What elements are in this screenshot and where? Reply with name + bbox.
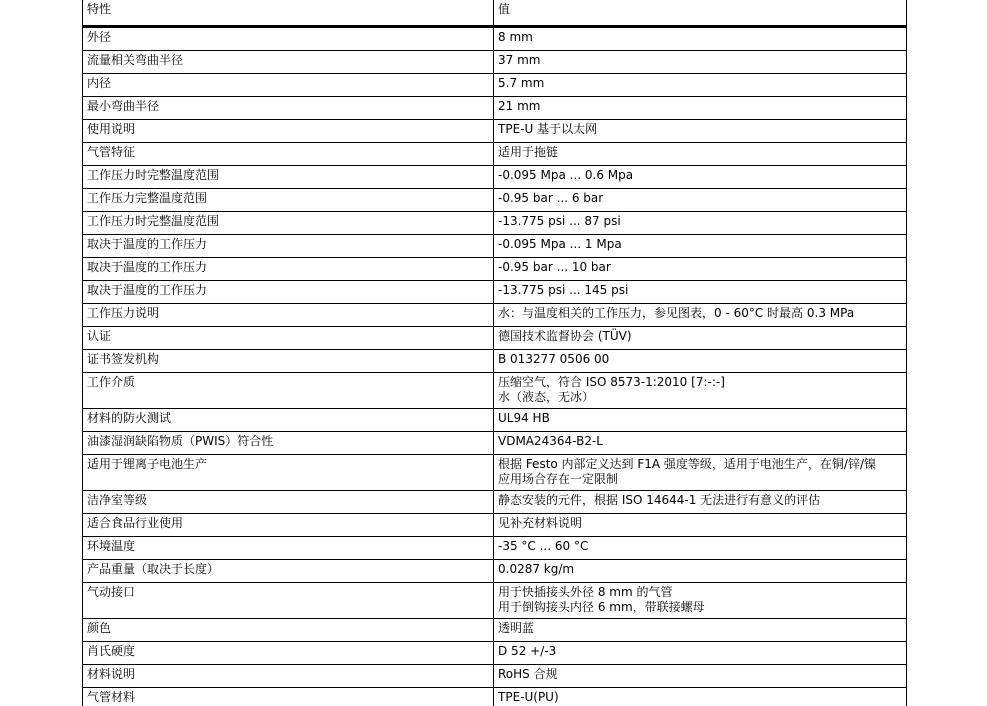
- table-row: [83, 258, 907, 281]
- table-row: [83, 212, 907, 235]
- table-row: [83, 97, 907, 120]
- value-cell: [494, 189, 907, 212]
- value-line: 21 mm: [498, 99, 541, 113]
- value-cell: [494, 143, 907, 166]
- table-row: [83, 120, 907, 143]
- property-cell: 材料的防火测试: [83, 409, 494, 432]
- property-cell: 取决于温度的工作压力: [83, 258, 494, 281]
- value-line: 德国技术监督协会 (TÜV): [498, 329, 632, 343]
- property-cell: 证书签发机构: [83, 350, 494, 373]
- value-cell: [494, 235, 907, 258]
- property-cell: 工作压力时完整温度范围: [83, 212, 494, 235]
- value-cell: [494, 619, 907, 642]
- table-row: [83, 455, 907, 491]
- table-row: [83, 560, 907, 583]
- value-cell: [494, 455, 907, 491]
- property-cell: 洁净室等级: [83, 491, 494, 514]
- table-header-row: [83, 0, 907, 27]
- table-row: [83, 350, 907, 373]
- property-cell: 流量相关弯曲半径: [83, 51, 494, 74]
- value-line: 适用于拖链: [498, 145, 559, 159]
- property-cell: 工作压力时完整温度范围: [83, 166, 494, 189]
- table-row: [83, 51, 907, 74]
- value-line: 水（液态，无冰）: [498, 390, 595, 404]
- table-row: [83, 642, 907, 665]
- table-row: [83, 514, 907, 537]
- value-line: 5.7 mm: [498, 76, 545, 90]
- property-cell: 使用说明: [83, 120, 494, 143]
- table-row: [83, 27, 907, 51]
- table-row: [83, 619, 907, 642]
- value-cell: [494, 642, 907, 665]
- value-line: 8 mm: [498, 30, 533, 44]
- property-cell: 肖氏硬度: [83, 642, 494, 665]
- property-cell: 气管材料: [83, 688, 494, 706]
- table-row: [83, 327, 907, 350]
- table-row: [83, 304, 907, 327]
- value-cell: [494, 514, 907, 537]
- value-line: VDMA24364-B2-L: [498, 434, 603, 448]
- value-cell: [494, 212, 907, 235]
- value-cell: [494, 258, 907, 281]
- value-line: 透明蓝: [498, 621, 535, 635]
- value-line: 见补充材料说明: [498, 516, 583, 530]
- table-row: [83, 166, 907, 189]
- value-cell: [494, 120, 907, 143]
- value-cell: [494, 491, 907, 514]
- table-row: [83, 537, 907, 560]
- spec-table: [82, 0, 907, 706]
- value-line: 0.0287 kg/m: [498, 562, 575, 576]
- value-cell: [494, 560, 907, 583]
- property-cell: 工作压力完整温度范围: [83, 189, 494, 212]
- property-cell: 最小弯曲半径: [83, 97, 494, 120]
- value-cell: [494, 583, 907, 619]
- header-value: 值: [494, 0, 907, 27]
- property-cell: 油漆湿润缺陷物质（PWIS）符合性: [83, 432, 494, 455]
- property-cell: 颜色: [83, 619, 494, 642]
- property-cell: 取决于温度的工作压力: [83, 235, 494, 258]
- property-cell: 气动接口: [83, 583, 494, 619]
- value-cell: [494, 327, 907, 350]
- value-line: -0.95 bar ... 10 bar: [498, 260, 611, 274]
- value-line: -0.095 Mpa ... 0.6 Mpa: [498, 168, 634, 182]
- table-row: [83, 665, 907, 688]
- value-cell: [494, 97, 907, 120]
- property-cell: 产品重量（取决于长度）: [83, 560, 494, 583]
- value-cell: [494, 665, 907, 688]
- value-cell: [494, 409, 907, 432]
- value-cell: [494, 432, 907, 455]
- value-line: 根据 Festo 内部定义达到 F1A 强度等级，适用于电池生产，在铜/锌/镍: [498, 457, 877, 471]
- value-line: -0.95 bar ... 6 bar: [498, 191, 604, 205]
- value-cell: [494, 688, 907, 706]
- property-cell: 工作压力说明: [83, 304, 494, 327]
- value-cell: [494, 51, 907, 74]
- spec-table-body: [83, 0, 907, 706]
- value-line: UL94 HB: [498, 411, 550, 425]
- table-row: [83, 688, 907, 706]
- value-cell: [494, 350, 907, 373]
- value-line: -0.095 Mpa ... 1 Mpa: [498, 237, 622, 251]
- value-line: B 013277 0506 00: [498, 352, 610, 366]
- value-line: 应用场合存在一定限制: [498, 472, 619, 486]
- property-cell: 材料说明: [83, 665, 494, 688]
- header-property: 特性: [83, 0, 494, 27]
- value-line: 37 mm: [498, 53, 541, 67]
- table-row: [83, 281, 907, 304]
- table-row: [83, 74, 907, 97]
- property-cell: 认证: [83, 327, 494, 350]
- table-row: [83, 189, 907, 212]
- value-line: 压缩空气，符合 ISO 8573-1:2010 [7:-:-]: [498, 375, 725, 389]
- value-line: 用于倒钩接头内径 6 mm，带联接螺母: [498, 600, 705, 614]
- property-cell: 外径: [83, 27, 494, 51]
- value-cell: [494, 27, 907, 51]
- value-cell: [494, 304, 907, 327]
- property-cell: 环境温度: [83, 537, 494, 560]
- value-line: -13.775 psi ... 87 psi: [498, 214, 621, 228]
- table-row: [83, 432, 907, 455]
- table-row: [83, 143, 907, 166]
- value-line: 静态安装的元件，根据 ISO 14644-1 无法进行有意义的评估: [498, 493, 821, 507]
- property-cell: 适合食品行业使用: [83, 514, 494, 537]
- table-row: [83, 491, 907, 514]
- value-line: -35 °C ... 60 °C: [498, 539, 589, 553]
- value-line: D 52 +/-3: [498, 644, 557, 658]
- value-line: RoHS 合规: [498, 667, 558, 681]
- property-cell: 工作介质: [83, 373, 494, 409]
- value-line: TPE-U(PU): [498, 690, 559, 704]
- value-cell: [494, 74, 907, 97]
- value-line: 用于快插接头外径 8 mm 的气管: [498, 585, 673, 599]
- property-cell: 适用于锂离子电池生产: [83, 455, 494, 491]
- property-cell: 气管特征: [83, 143, 494, 166]
- table-row: [83, 373, 907, 409]
- table-row: [83, 235, 907, 258]
- value-line: -13.775 psi ... 145 psi: [498, 283, 629, 297]
- value-cell: [494, 281, 907, 304]
- property-cell: 内径: [83, 74, 494, 97]
- value-cell: [494, 373, 907, 409]
- value-line: 水：与温度相关的工作压力，参见图表，0 - 60°C 时最高 0.3 MPa: [498, 306, 855, 320]
- table-row: [83, 409, 907, 432]
- table-row: [83, 583, 907, 619]
- property-cell: 取决于温度的工作压力: [83, 281, 494, 304]
- value-cell: [494, 166, 907, 189]
- value-cell: [494, 537, 907, 560]
- value-line: TPE-U 基于以太网: [498, 122, 598, 136]
